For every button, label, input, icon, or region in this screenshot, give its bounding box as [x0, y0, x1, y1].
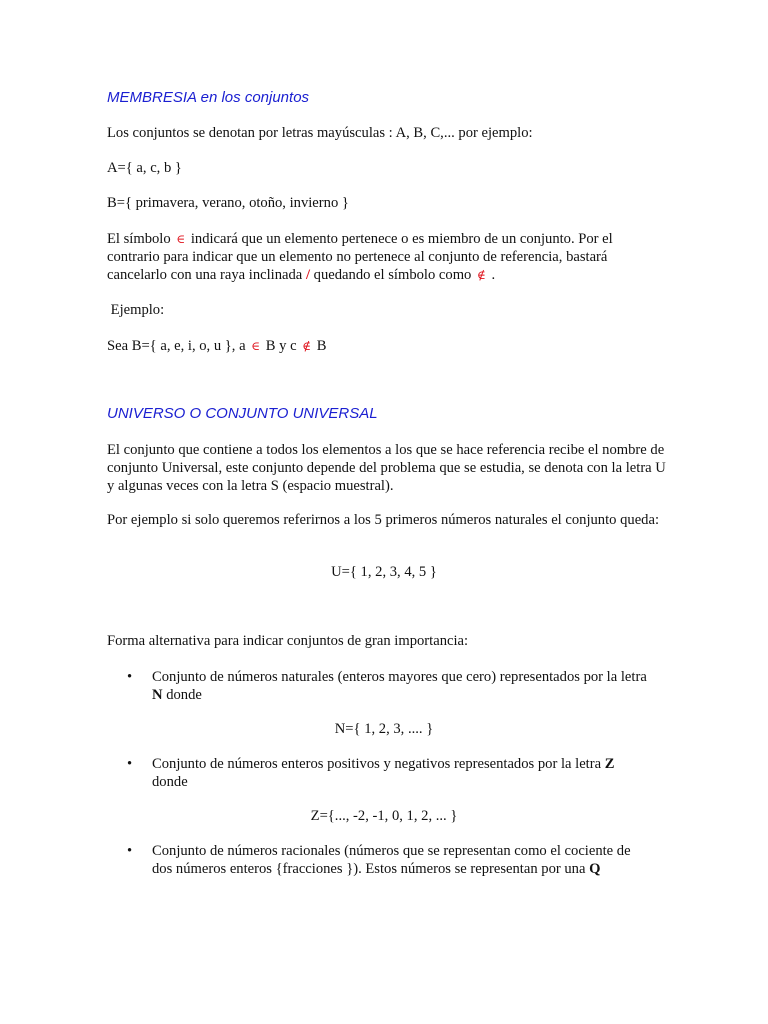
list-item-text: [152, 668, 652, 704]
section-heading-universo: UNIVERSO O CONJUNTO UNIVERSAL: [107, 405, 378, 422]
set-letter: N: [152, 687, 163, 703]
symbol-text-3: quedando el símbolo como: [313, 267, 472, 283]
set-a-definition: A={ a, c, b }: [107, 160, 182, 176]
intro-paragraph: Los conjuntos se denotan por letras mayúsculas : A, B, C,... por ejemplo:: [107, 125, 533, 141]
symbol-text-4: .: [491, 267, 496, 283]
list-item-text-a: Conjunto de números naturales (enteros mayores que cero) representados por la letra: [152, 669, 647, 685]
z-set-definition: Z={..., -2, -1, 0, 1, 2, ... }: [310, 808, 458, 824]
bullet-icon: •: [127, 756, 133, 772]
list-item-text: [152, 842, 652, 878]
symbol-text-2: indicará que un elemento pertenece o es miembro de un conjunto. Por el contrario para indicar que un elemento no pertenece al conjunto de referencia, bastará cancelarlo con una raya inclinada: [107, 231, 613, 283]
set-letter: Q: [589, 861, 601, 877]
membership-symbol-paragraph: [107, 230, 667, 284]
set-b-definition: B={ primavera, verano, otoño, invierno }: [107, 195, 349, 211]
bullet-icon: •: [127, 843, 133, 859]
element-of-symbol: ∈: [176, 232, 186, 246]
not-element-of-symbol: ∉: [302, 339, 312, 353]
list-item-text-b: donde: [166, 687, 202, 703]
example-text-1: Sea B={ a, e, i, o, u }, a: [107, 338, 246, 354]
section-heading-membresia: MEMBRESIA en los conjuntos: [107, 89, 310, 106]
example-paragraph: Por ejemplo si solo queremos referirnos a los 5 primeros números naturales el conjunto queda:: [107, 512, 659, 528]
example-label: Ejemplo:: [107, 302, 165, 318]
list-item-text: [152, 755, 652, 791]
list-item-text-a: Conjunto de números enteros positivos y negativos representados por la letra: [152, 756, 602, 772]
example-text-2: B y c: [265, 338, 297, 354]
not-element-of-symbol: ∉: [477, 268, 486, 282]
n-set-definition: N={ 1, 2, 3, .... }: [334, 721, 434, 737]
bullet-icon: •: [127, 669, 133, 685]
element-of-symbol: ∈: [251, 339, 261, 353]
alternative-form-paragraph: Forma alternativa para indicar conjuntos de gran importancia:: [107, 633, 469, 649]
symbol-text-1: El símbolo: [107, 231, 171, 247]
list-item-text-b: donde: [152, 774, 188, 790]
set-letter: Z: [604, 756, 615, 772]
slash-symbol: /: [305, 267, 311, 283]
u-set-definition: U={ 1, 2, 3, 4, 5 }: [331, 564, 437, 580]
list-item-text-a: Conjunto de números racionales (números que se representan como el cociente de dos números enteros {fracciones }). Estos números se representan por una: [152, 843, 631, 877]
example-line: [107, 337, 667, 355]
universal-set-paragraph: El conjunto que contiene a todos los elementos a los que se hace referencia recibe el nombre de conjunto Universal, este conjunto depende del problema que se estudia, se denota con la letra U y algunas veces con la letra S (espacio muestral).: [107, 442, 666, 494]
example-text-3: B: [316, 338, 327, 354]
